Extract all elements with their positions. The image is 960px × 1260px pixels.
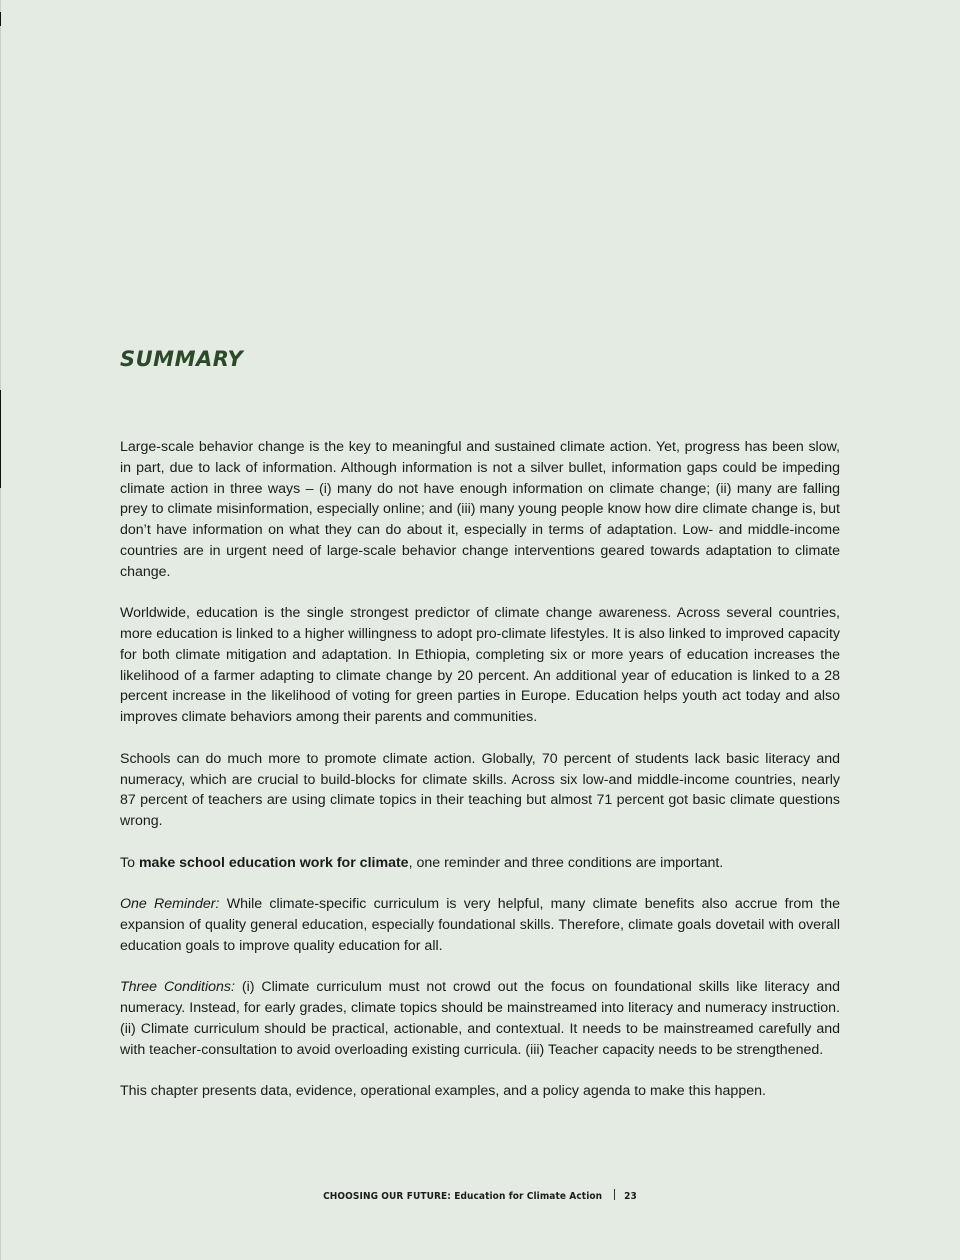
paragraph-one-reminder (120, 894, 840, 956)
p4-bold: make school education work for climate (138, 854, 409, 871)
section-heading: SUMMARY (120, 347, 244, 371)
paragraph-make-school-work (120, 853, 840, 874)
crop-mark-top (0, 12, 1, 26)
paragraph-schools: Schools can do much more to promote climate action. Globally, 70 percent of students lack basic literacy and numeracy, which are crucial to build-blocks for climate skills. Across six low-and middle-income countries, nearly 87 percent of teachers are using climate topics in their teaching but almost 71 percent got basic climate questions wrong. (120, 750, 840, 830)
page-footer (0, 1189, 960, 1202)
footer-separator (614, 1189, 615, 1200)
summary-body (120, 437, 840, 1102)
three-conditions-label: Three Conditions: (120, 979, 235, 996)
three-conditions-text: (i) Climate curriculum must not crowd out the focus on foundational skills like literacy and numeracy. Instead, for early grades, climate topics should be mainstreamed into literacy and numeracy instruction. (ii) Climate curriculum should be practical, actionable, and contextual. It needs to be mainstreamed carefully and with teacher-consultation to avoid overloading existing curricula. (iii) Teacher capacity needs to be strengthened. (120, 979, 840, 1058)
page-edge (0, 0, 1, 1260)
paragraph-education-predictor: Worldwide, education is the single strongest predictor of climate change awareness. Across several countries, more education is linked to a higher willingness to adopt pro-climate lifestyles. It is also linked to improved capacity for both climate mitigation and adaptation. In Ethiopia, completing six or more years of education increases the likelihood of a farmer adapting to climate change by 20 percent. An additional year of education is linked to a 28 percent increase in the likelihood of voting for green parties in Europe. Education helps youth act today and also improves climate behaviors among their parents and communities. (120, 605, 840, 726)
p4-prefix: To (120, 854, 139, 871)
paragraph-behavior-change: Large-scale behavior change is the key to meaningful and sustained climate action. Yet, progress has been slow, in part, due to lack of information. Although information is not a silver bullet, information gaps could be impeding climate action in three ways – (i) many do not have enough information on climate change; (ii) many are falling prey to climate misinformation, especially online; and (iii) many young people know how dire climate change is, but don’t have information on what they can do about it, especially in terms of adaptation. Low- and middle-income countries are in urgent need of large-scale behavior change interventions geared towards adaptation to climate change. (120, 439, 840, 580)
one-reminder-label: One Reminder: (120, 896, 220, 913)
paragraph-chapter-presents: This chapter presents data, evidence, operational examples, and a policy agenda to make this happen. (120, 1083, 766, 1100)
one-reminder-text: While climate-specific curriculum is very helpful, many climate benefits also accrue from the expansion of quality general education, especially foundational skills. Therefore, climate goals dovetail with overall education goals to improve quality education for all. (120, 896, 841, 954)
p4-suffix: , one reminder and three conditions are important. (408, 854, 724, 871)
crop-mark-middle (0, 390, 1, 488)
paragraph-three-conditions (120, 977, 840, 1060)
footer-title: CHOOSING OUR FUTURE: Education for Climate Action (323, 1191, 603, 1202)
page-number: 23 (624, 1191, 637, 1202)
